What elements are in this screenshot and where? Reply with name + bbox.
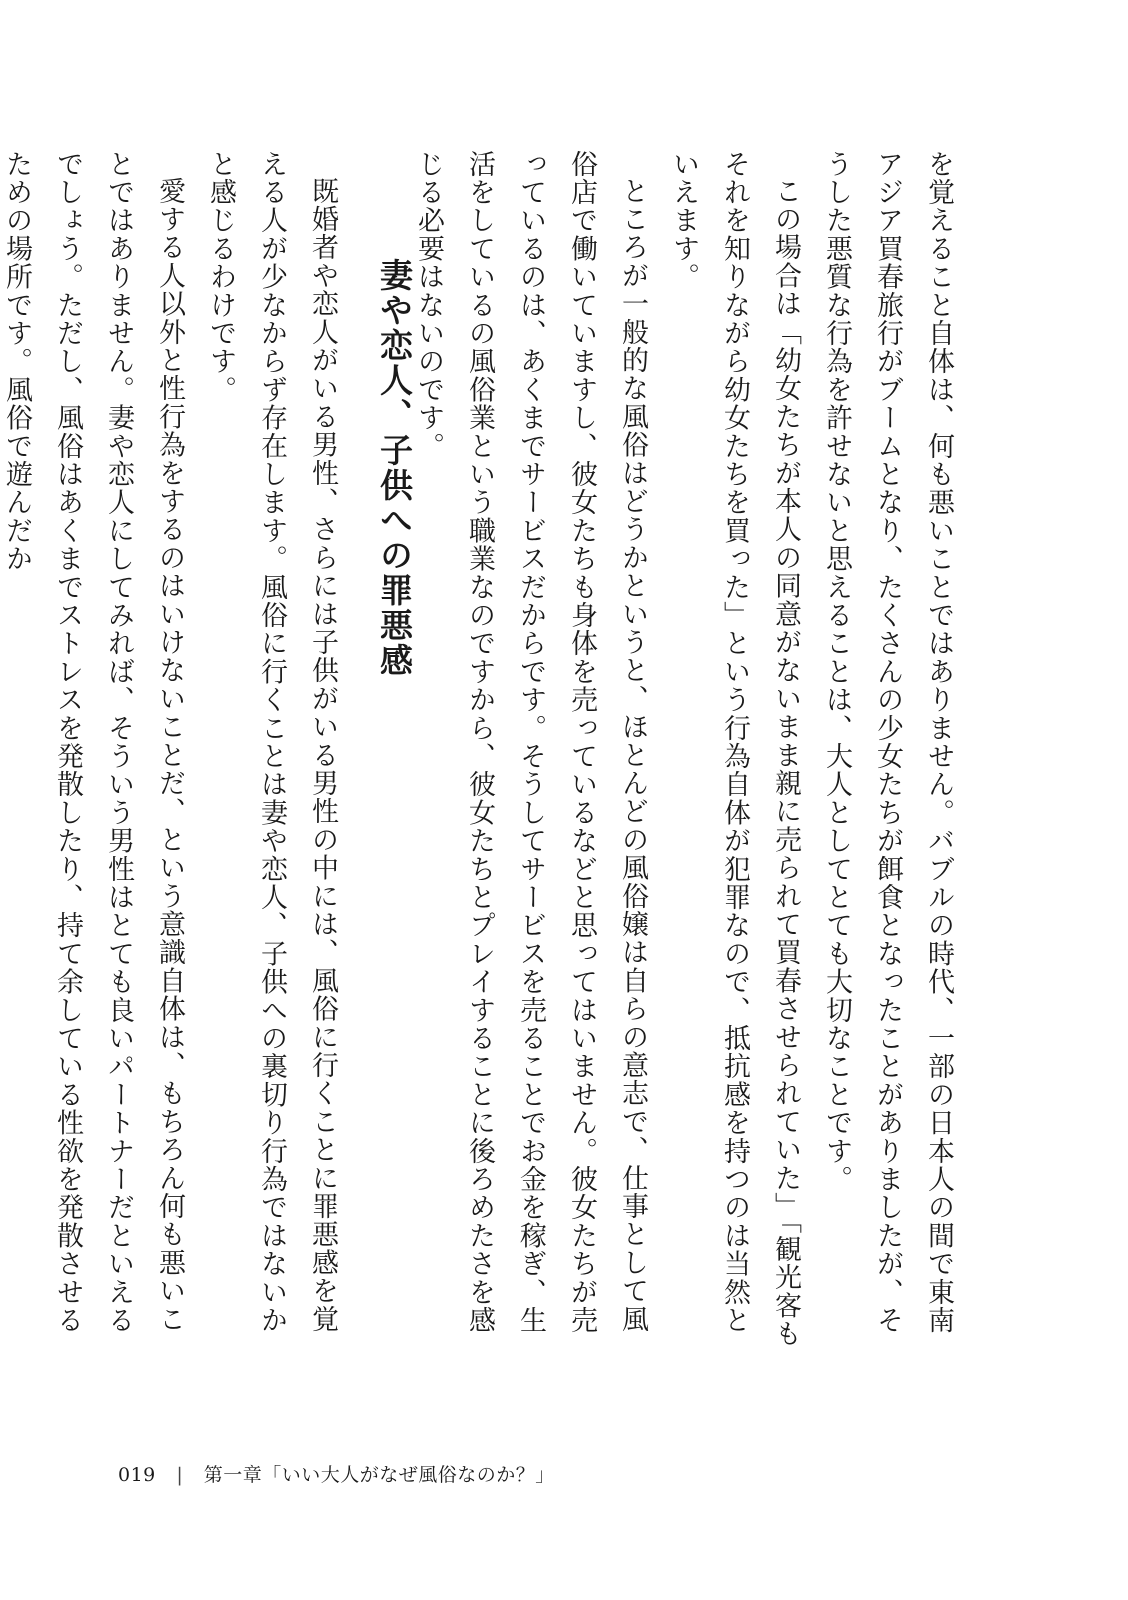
chapter-title: 第一章「いい大人がなぜ風俗なのか？」 [203, 1464, 555, 1486]
body-text-lower [0, 150, 348, 1360]
page-number: 019 [118, 1464, 156, 1486]
paragraph: 愛する人以外と性行為をするのはいけないことだ、という意識自体は、もちろん何も悪いことではありません。妻や恋人にしてみれば、そういう男性はとても良いパートナーだといえるでしょう。ただし、風俗はあくまでストレスを発散したり、持て余している性欲を発散させるための場所です。風俗で遊んだか [1, 150, 185, 1335]
paragraph: を覚えること自体は、何も悪いことではありません。バブルの時代、一部の日本人の間で東南アジア買春旅行がブームとなり、たくさんの少女たちが餌食となったことがありましたが、そうした悪質な行為を許せないと思えることは、大人としてとても大切なことです。 [821, 150, 954, 1335]
paragraph: ところが一般的な風俗はどうかというと、ほとんどの風俗嬢は自らの意志で、仕事として風俗店で働いていますし、彼女たちも身体を売っているなどと思ってはいません。彼女たちが売っているのは、あくまでサービスだからです。そうしてサービスを売ることでお金を稼ぎ、生活をしているの風俗業という職業なのですから、彼女たちとプレイすることに後ろめたさを感じる必要はないのです。 [413, 150, 648, 1335]
paragraph: この場合は「幼女たちが本人の同意がないまま親に売られて買春させられていた」「観光客もそれを知りながら幼女たちを買った」という行為自体が犯罪なので、抵抗感を持つのは当然といえます。 [668, 150, 801, 1348]
section-heading: 妻や恋人、子供への罪悪感 [375, 258, 414, 678]
body-text-upper [403, 150, 964, 1360]
paragraph: 既婚者や恋人がいる男性、さらには子供がいる男性の中には、風俗に行くことに罪悪感を覚える人が少なからず存在します。風俗に行くことは妻や恋人、子供への裏切り行為ではないかと感じるわけです。 [205, 150, 338, 1335]
footer-separator: | [176, 1464, 184, 1486]
page-footer [118, 1460, 555, 1487]
